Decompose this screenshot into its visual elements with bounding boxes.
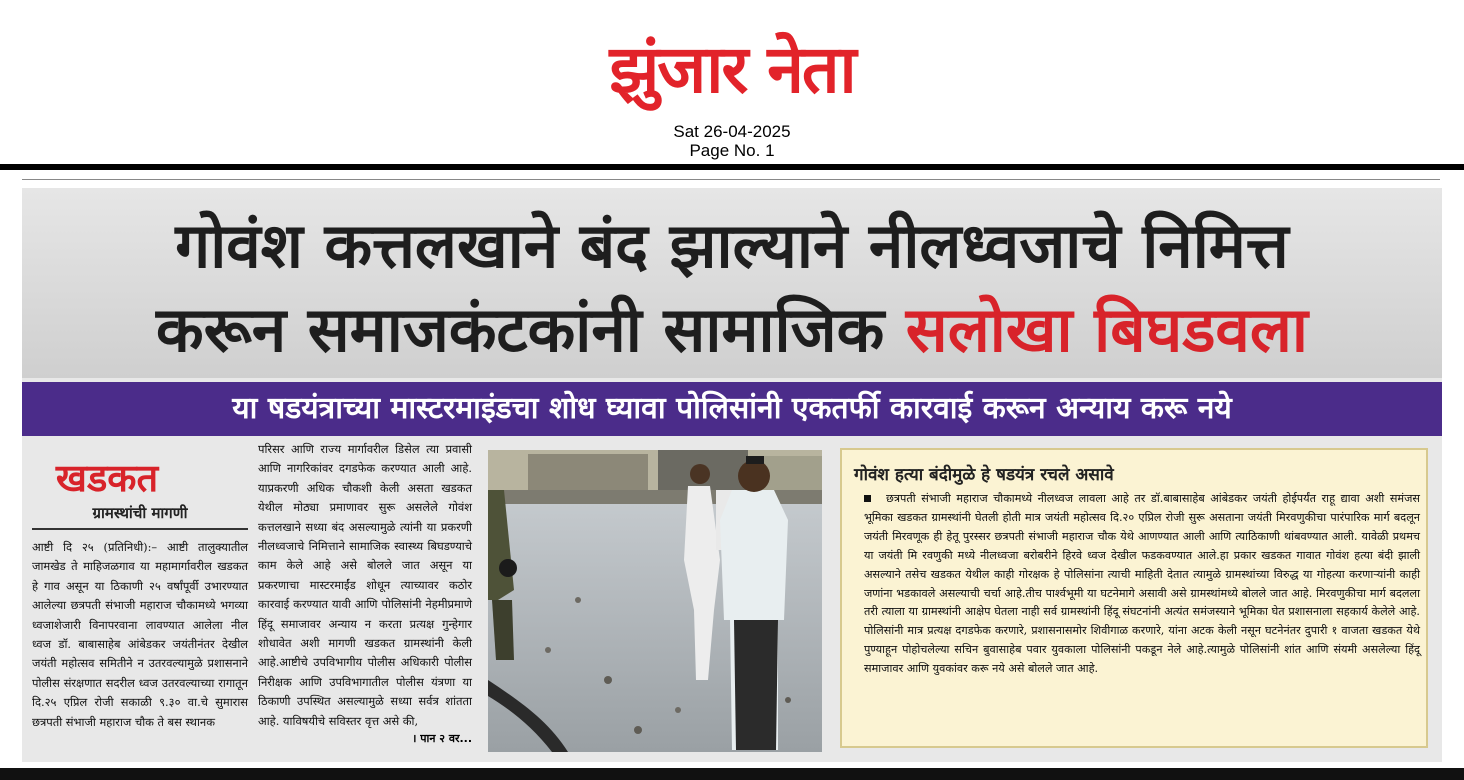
kicker-divider: [32, 528, 248, 530]
story-kicker: खडकत: [55, 456, 159, 500]
edition-date: Sat 26-04-2025: [673, 122, 791, 141]
sidebar-story-box: [840, 448, 1428, 748]
headline-line-2: [22, 292, 1442, 368]
dateline: [0, 122, 1464, 160]
bullet-square-icon: [864, 495, 871, 502]
main-headline: [22, 188, 1442, 378]
page-number: Page No. 1: [689, 141, 775, 160]
story-body-continued: परिसर आणि राज्य मार्गावरील डिसेल त्या प्रवासी आणि नागरिकांवर दगडफेक करण्यात आली आहे. याप्रकरणी अधिक चौकशी केली असता खडकत येथील मोठ्या प्रमाणावर सुरू असलेले गोवंश कत्तलखाने सध्या बंद असल्यामुळे त्यांनी या प्रकरणी नीलध्वजाचे निमित्ताने सामाजिक स्वास्थ्य बिघडण्याचे काम केले आहे असे बोलले जात असून या प्रकरणाचा मास्टरमाईंड शोधून त्याच्यावर कठोर कारवाई करण्यात यावी आणि पोलिसांनी नेहमीप्रमाणे हिंदू समाजावर अन्याय न करता प्रत्यक्ष गुन्हेगार शोधावेत अशी मागणी खडकत ग्रामस्थांनी केली आहे.आष्टीचे उपविभागीय पोलीस अधिकारी पोलीस निरीक्षक आणि उपविभागातील पोलीस यंत्रणा या ठिकाणी उपस्थित असल्यामुळे सध्या सर्वत्र शांतता आहे. याविषयीचे सविस्तर वृत्त असे की,: [258, 442, 472, 728]
headline-line-2-red: सलोखा बिघडवला: [905, 293, 1308, 366]
bottom-rule: [0, 768, 1464, 780]
masthead-rule: [0, 164, 1464, 170]
newspaper-logo[interactable]: झुंजार नेता: [609, 31, 855, 108]
sidebar-story-title: गोवंश हत्या बंदीमुळे हे षडयंत्र रचले असावे: [854, 465, 1114, 485]
headline-line-1: गोवंश कत्तलखाने बंद झाल्याने नीलध्वजाचे निमित्त: [175, 209, 1289, 282]
sidebar-story-text: छत्रपती संभाजी महाराज चौकामध्ये नीलध्वज लावला आहे तर डॉ.बाबासाहेब आंबेडकर जयंती होईपर्यंत राहू द्यावा अशी समंजस भूमिका खडकत ग्रामस्थांनी घेतली होती मात्र जयंती महोत्सव दि.२० एप्रिल रोजी सुरू असताना जयंती मिरवणुकीचा पारंपारिक मार्ग बदलून जयंती मिरवणूक ही हेतू पुरस्सर छत्रपती संभाजी महाराज चौक येथे आणण्यात आली आणि त्याठिकाणी थांबवण्यात आली. यावेळी प्रथमच या जयंती मि रवणुकी मध्ये नीलध्वजा बरोबरीने हिरवे ध्वज देखील फडकवण्यात आले.हा प्रकार खडकत गावात गोवंश हत्या बंदी झाली असल्याने तसेच खडकत येथील काही गोरक्षक हे पोलिसांना त्याची माहिती देतात त्यामुळे ग्रामस्थांच्या विरुद्ध या गोहत्या करणाऱ्यांनी काही जणांना भडकावले असल्याची चर्चा आहे.तीच पार्श्वभूमी या घटनेमागे असावी असे ग्रामस्थांमध्ये बोलले जात आहे. मिरवणुकीचा मार्ग बदलला तरी त्याला या ग्रामस्थांनी आक्षेप घेतला नाही सर्व ग्रामस्थांनी हिंदू संघटनांनी अत्यंत समंजस्याने भूमिका घेत प्रशासनाला सहकार्य केलेले आहे. पोलिसांनी मात्र प्रत्यक्ष दगडफेक करणारे, प्रशासनासमोर शिवीगाळ करणारे, यांना अटक केली नसून घटनेनंतर दुपारी १ वाजता खडकत येथे पुण्याहून पोहोचलेल्या सचिन बुवासाहेब पवार युवकाला पोलिसांनी पकडून नेले आहे.त्यामुळे पोलिसांनी शांत आणि संयमी असलेल्या हिंदू समाजावर आणि युवकांवर करू नये असे बोलले जात आहे.: [864, 492, 1420, 676]
continued-on-page-link[interactable]: । पान २ वर...: [412, 732, 472, 745]
sub-headline-banner: या षडयंत्राच्या मास्टरमाइंडचा शोध घ्यावा पोलिसांनी एकतर्फी कारवाई करून अन्याय करू नये: [22, 382, 1442, 436]
story-column-left: [32, 448, 248, 748]
sidebar-story-body: [864, 490, 1420, 679]
front-page: [22, 188, 1442, 762]
news-photo: [488, 450, 822, 752]
story-body-left: आष्टी दि २५ (प्रतिनिधी):– आष्टी तालुक्यातील जामखेड ते माहिजळगाव या महामार्गावरील खडकत हे गाव असून या ठिकाणी २५ वर्षांपूर्वी उभारण्यात आलेल्या छत्रपती संभाजी महाराज चौकामध्ये भगव्या ध्वजाशेजारी विनापरवाना लावण्यात आलेला नील ध्वज डॉ. बाबासाहेब आंबेडकर जयंतीनंतर देखील जयंती महोत्सव समितीने न उतरवल्यामुळे प्रशासनाने पोलीस संरक्षणात सदरील ध्वज उतरवल्याच्या रागातून दि.२५ एप्रिल रोजी सकाळी ९.३० वा.चे सुमारास छत्रपती संभाजी महाराज चौक ते बस स्थानक: [32, 540, 248, 729]
headline-line-2-black: करून समाजकंटकांनी सामाजिक: [155, 293, 906, 366]
news-photo-image: [488, 450, 822, 752]
thin-rule: [22, 179, 1440, 180]
story-kicker-sub: ग्रामस्थांची मागणी: [92, 504, 188, 522]
masthead: [0, 0, 1464, 166]
story-column-middle: [258, 440, 472, 750]
